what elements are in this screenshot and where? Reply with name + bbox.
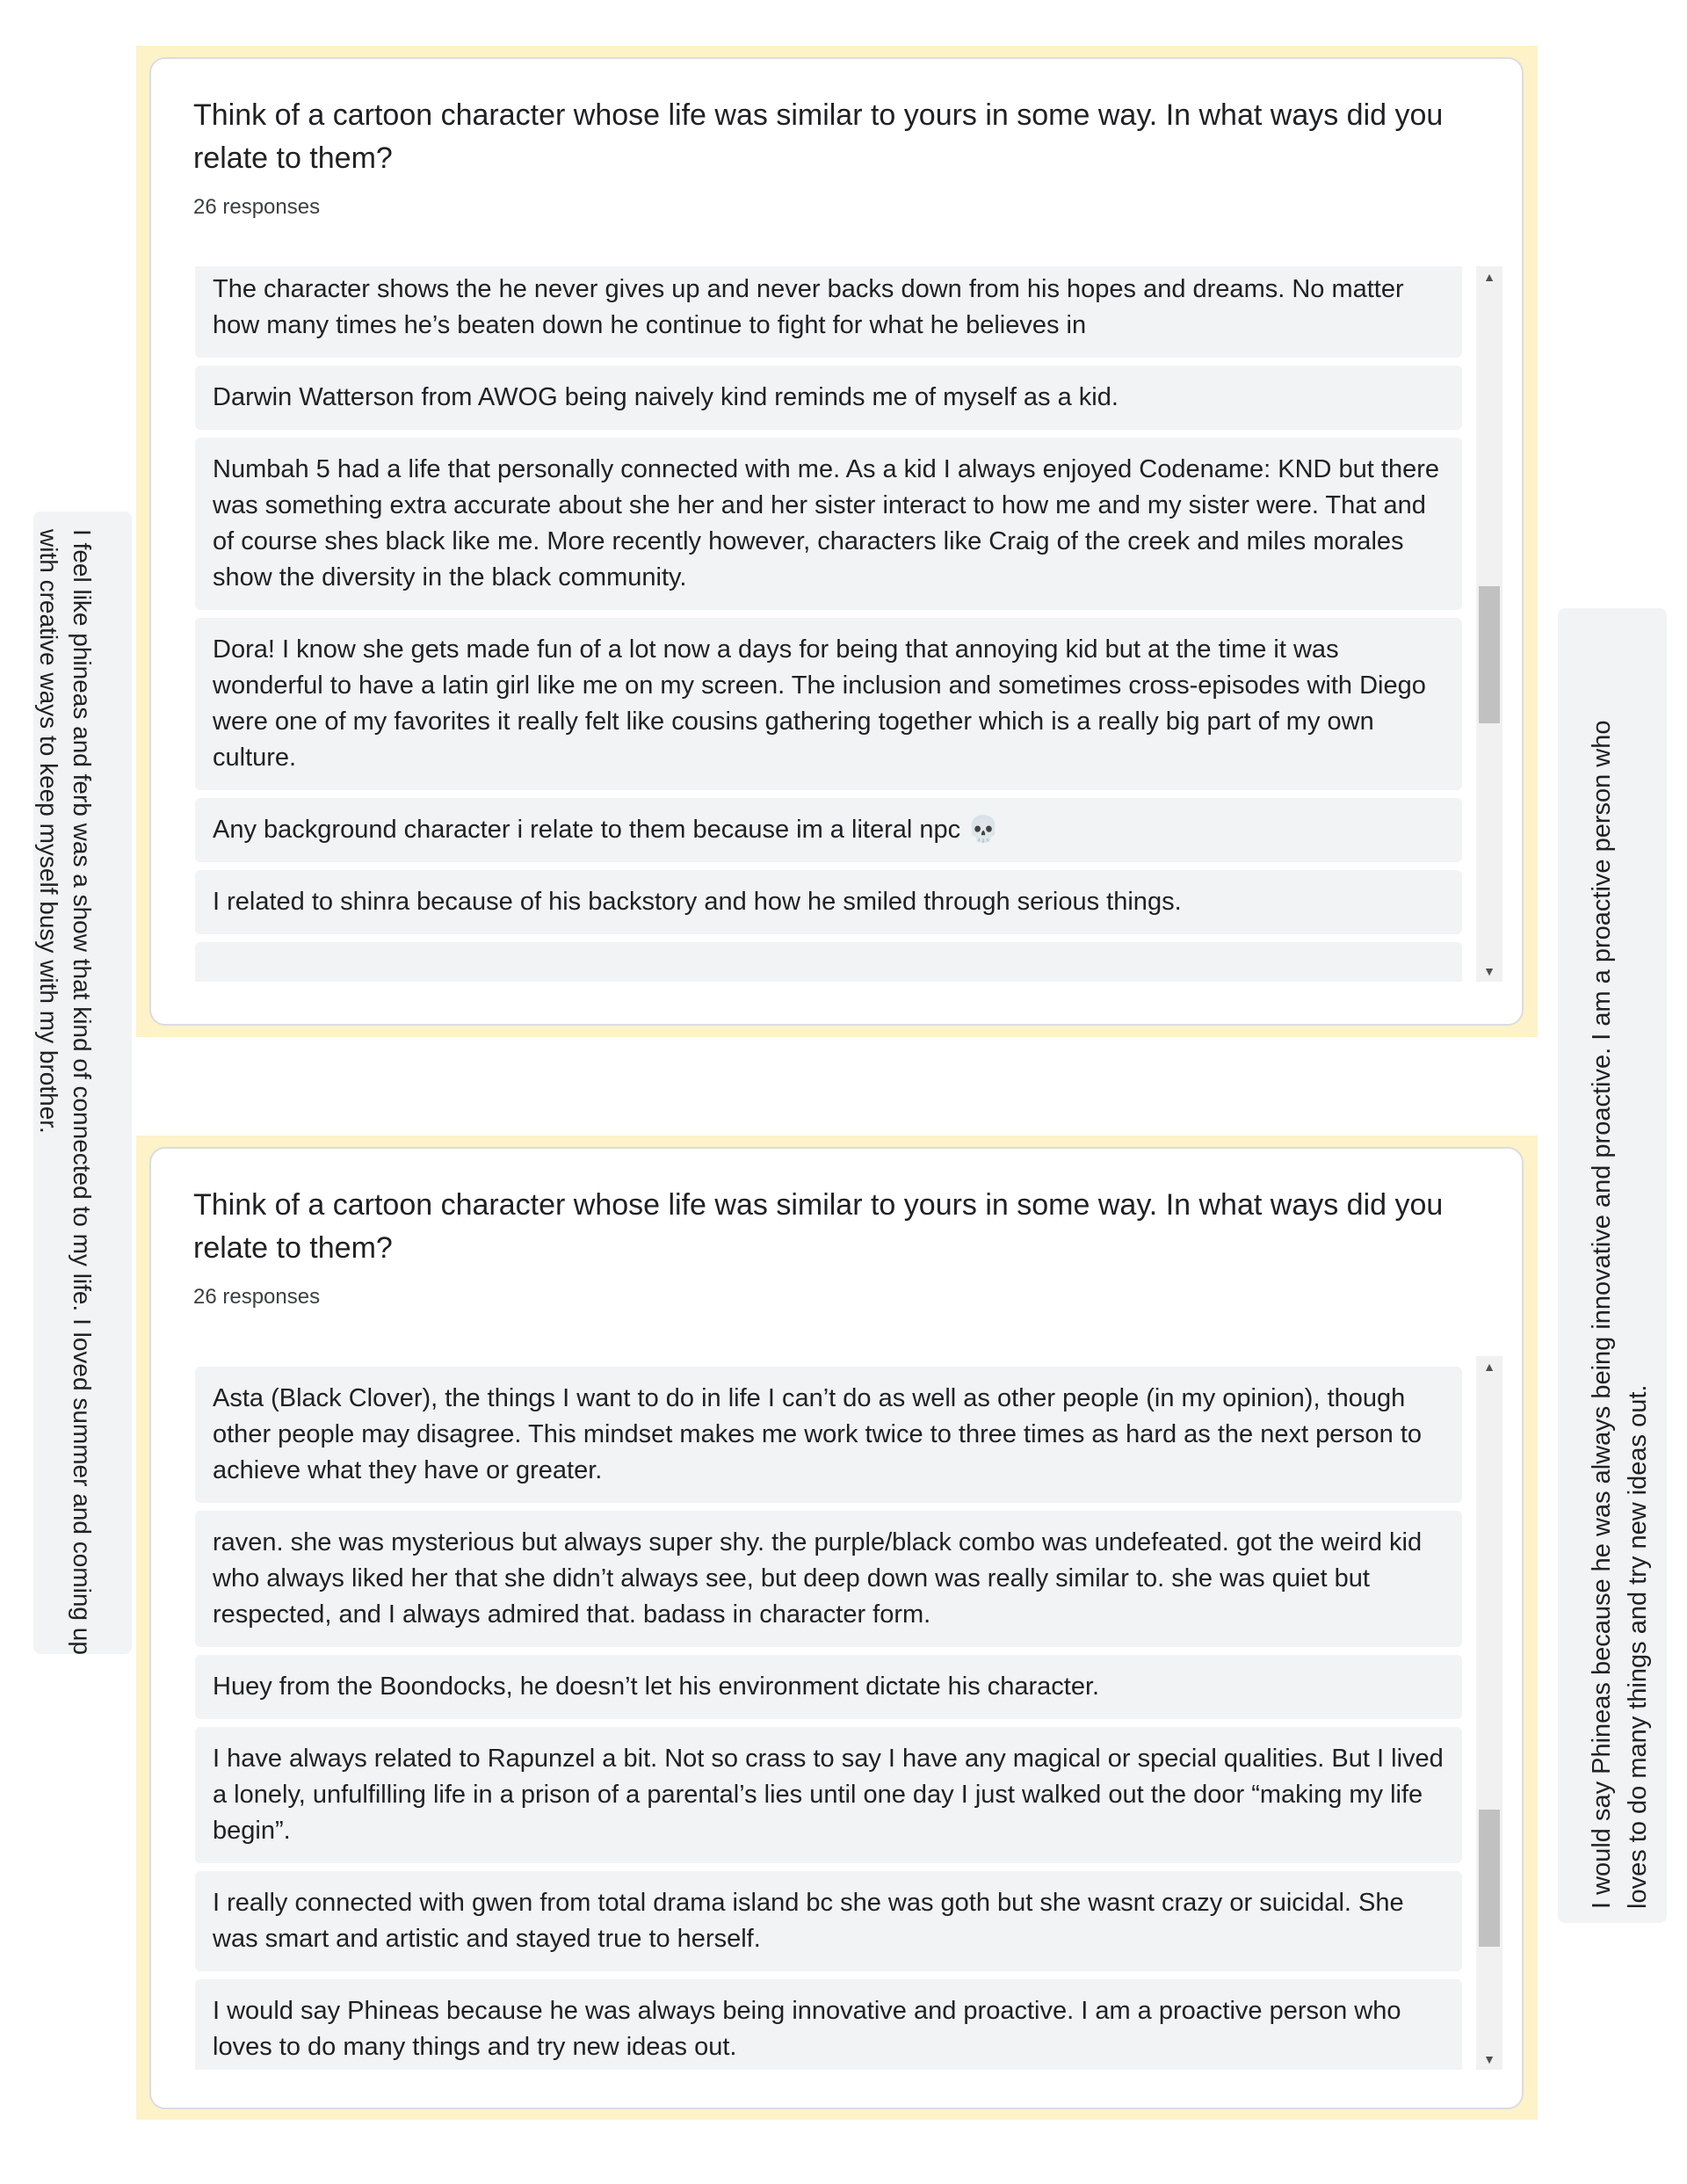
side-note-left-line-2: with creative ways to keep myself busy with my brother. xyxy=(35,529,62,1134)
side-note-right-line-1: I would say Phineas because he was always being innovative and proactive. I am a proactive person who xyxy=(1588,720,1616,1909)
response-item: I would say Phineas because he was always being innovative and proactive. I am a proactive person who loves to do many things and try new ideas out. xyxy=(195,1979,1462,2070)
response-item: The character shows the he never gives up and never backs down from his hopes and dreams. No matter how many times he’s beaten down he continue to fight for what he believes in xyxy=(195,266,1462,358)
side-note-left-line-1: I feel like phineas and ferb was a show that kind of connected to my life. I loved summer and coming up xyxy=(69,529,96,1655)
response-item: Asta (Black Clover), the things I want to do in life I can’t do as well as other people (in my opinion), though other people may disagree. This mindset makes me work twice to three times as hard as the next person to achieve what they have or greater. xyxy=(195,1367,1462,1503)
response-count: 26 responses xyxy=(193,195,321,219)
side-note-right-line-2: loves to do many things and try new ideas out. xyxy=(1624,1384,1652,1909)
responses-list xyxy=(195,1367,1462,2070)
question-card-2 xyxy=(149,1147,1524,2109)
side-note-left-text xyxy=(32,529,98,1655)
response-item: raven. she was mysterious but always super shy. the purple/black combo was undefeated. got the weird kid who always liked her that she didn’t always see, but deep down was really similar to. she was quiet but respected, and I always admired that. badass in character form. xyxy=(195,1511,1462,1647)
response-item: I really connected with gwen from total drama island bc she was goth but she wasnt crazy or suicidal. She was smart and artistic and stayed true to herself. xyxy=(195,1871,1462,1971)
triangle-up-icon[interactable]: ▲ xyxy=(1483,1360,1495,1374)
side-note-right-text xyxy=(1584,720,1656,1909)
response-count: 26 responses xyxy=(193,1285,321,1309)
response-item: Any background character i relate to them because im a literal npc 💀 xyxy=(195,798,1462,862)
question-title: Think of a cartoon character whose life was similar to yours in some way. In what ways did you relate to them? xyxy=(193,98,1444,175)
side-note-left xyxy=(33,512,132,1654)
question-title: Think of a cartoon character whose life was similar to yours in some way. In what ways did you relate to them? xyxy=(193,1188,1444,1265)
response-item: Huey from the Boondocks, he doesn’t let his environment dictate his character. xyxy=(195,1655,1462,1719)
responses-list xyxy=(195,266,1462,982)
triangle-up-icon[interactable]: ▲ xyxy=(1483,270,1495,284)
response-item: Numbah 5 had a life that personally connected with me. As a kid I always enjoyed Codename: KND but there was something extra accurate about she her and her sister interact to how me and my sister were. That and of course shes black like me. More recently however, characters like Craig of the creek and miles morales show the diversity in the black community. xyxy=(195,438,1462,610)
triangle-down-icon[interactable]: ▼ xyxy=(1483,964,1495,978)
scrollbar[interactable] xyxy=(1476,1356,1502,2070)
scrollbar-thumb[interactable] xyxy=(1479,586,1500,723)
scrollbar[interactable] xyxy=(1476,266,1502,982)
responses-scroll-area[interactable] xyxy=(195,1356,1502,2070)
responses-scroll-area[interactable] xyxy=(195,266,1502,982)
triangle-down-icon[interactable]: ▼ xyxy=(1483,2052,1495,2066)
response-item xyxy=(195,942,1462,982)
response-item: I related to shinra because of his backstory and how he smiled through serious things. xyxy=(195,870,1462,934)
scrollbar-thumb[interactable] xyxy=(1479,1810,1500,1947)
response-item: Darwin Watterson from AWOG being naively kind reminds me of myself as a kid. xyxy=(195,366,1462,430)
side-note-right xyxy=(1558,608,1667,1923)
response-item: Dora! I know she gets made fun of a lot now a days for being that annoying kid but at the time it was wonderful to have a latin girl like me on my screen. The inclusion and sometimes cross-episodes with Diego were one of my favorites it really felt like cousins gathering together which is a really big part of my own culture. xyxy=(195,618,1462,790)
response-item: I have always related to Rapunzel a bit. Not so crass to say I have any magical or special qualities. But I lived a lonely, unfulfilling life in a prison of a parental’s lies until one day I just walked out the door “making my life begin”. xyxy=(195,1727,1462,1863)
question-card-1 xyxy=(149,57,1524,1026)
